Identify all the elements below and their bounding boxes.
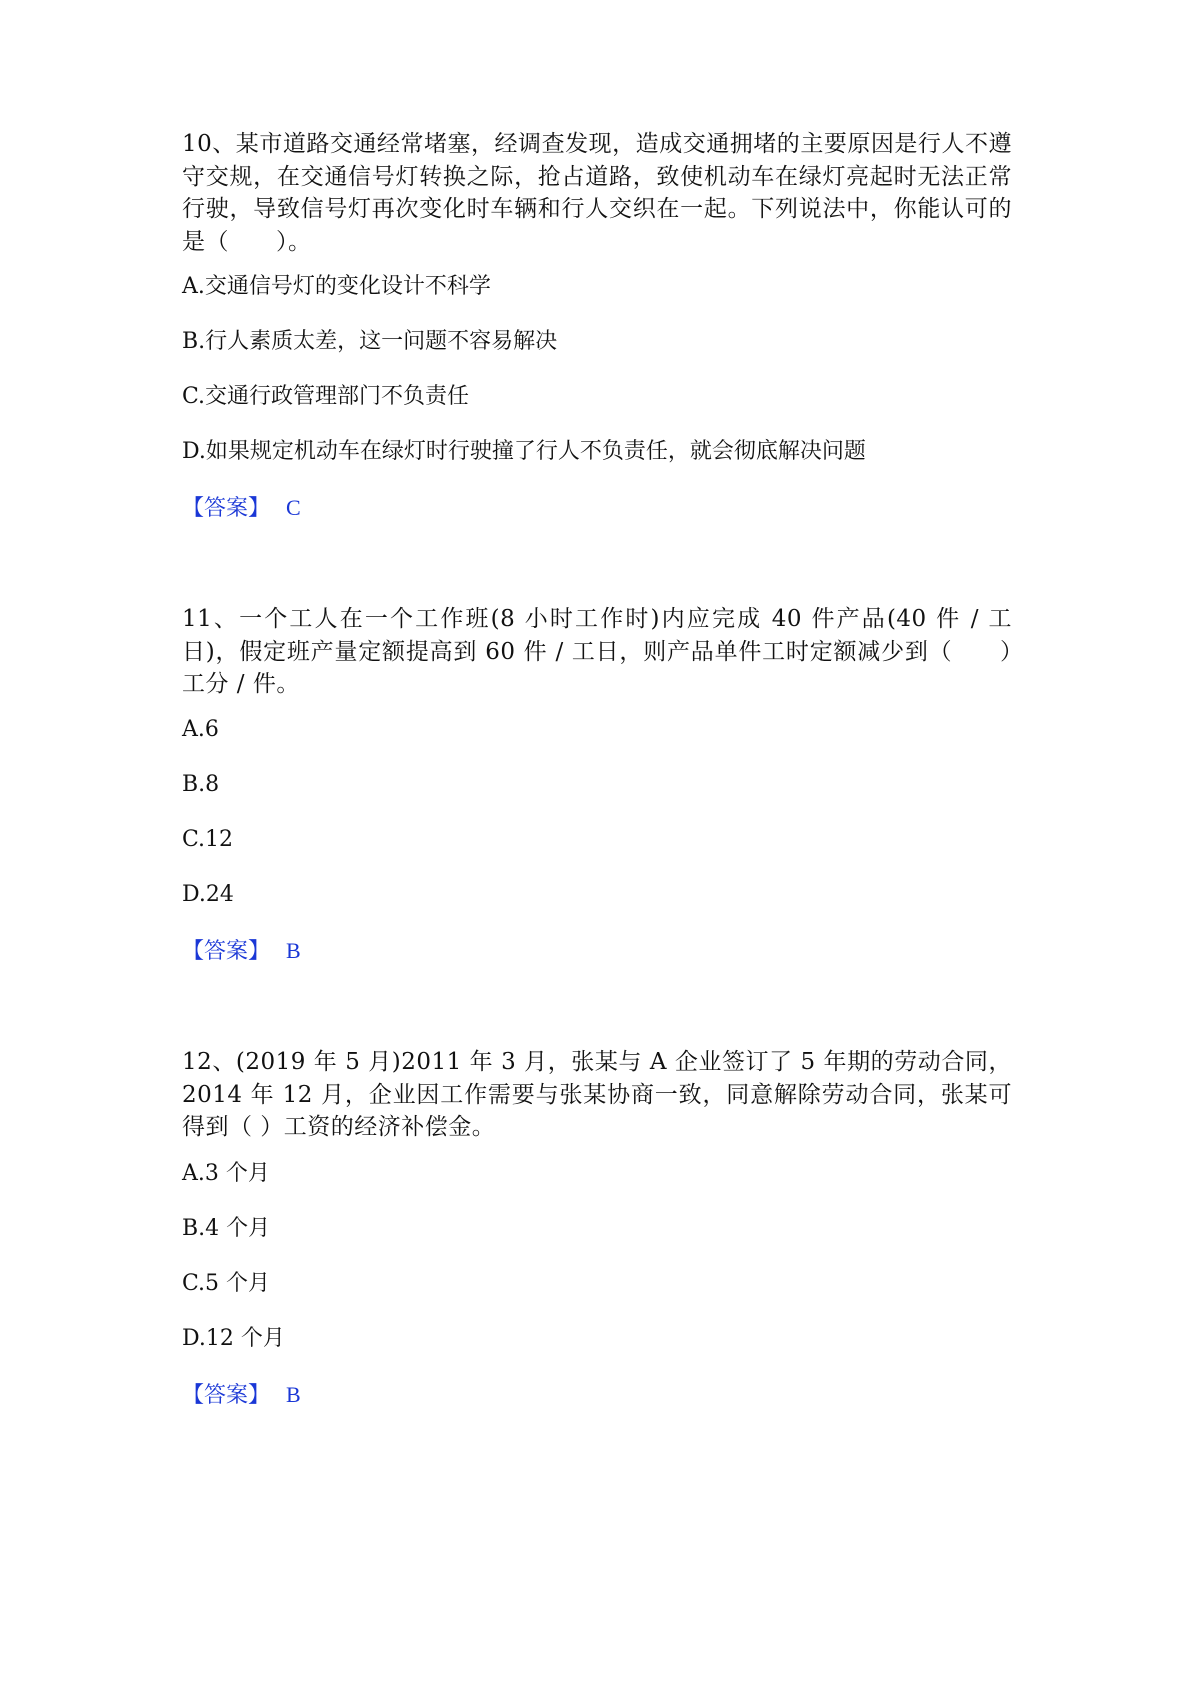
question-stem: 12、(2019 年 5 月)2011 年 3 月，张某与 A 企业签订了 5 年期的劳动合同，2014 年 12 月，企业因工作需要与张某协商一致，同意解除劳动合同，张某可得到（ ）工资的经济补偿金。 (182, 1049, 1012, 1140)
option-b: B.4 个月 (182, 1216, 271, 1241)
question-12 (182, 1046, 1012, 1408)
answer-line (182, 1380, 301, 1411)
answer-value: B (286, 1382, 301, 1407)
option-b: B.行人素质太差，这一问题不容易解决 (182, 329, 558, 354)
answer-label: 【答案】 (182, 496, 271, 521)
question-stem: 11、一个工人在一个工作班(8 小时工作时)内应完成 40 件产品(40 件 / 工日)，假定班产量定额提高到 60 件 / 工日，则产品单件工时定额减少到（ ）工分 / 件。 (182, 606, 1012, 697)
answer-value: B (286, 938, 301, 963)
question-stem: 10、某市道路交通经常堵塞，经调查发现，造成交通拥堵的主要原因是行人不遵守交规，在交通信号灯转换之际，抢占道路，致使机动车在绿灯亮起时无法正常行驶，导致信号灯再次变化时车辆和行人交织在一起。下列说法中，你能认可的是（ ）。 (182, 131, 1012, 255)
option-a: A.6 (182, 717, 219, 742)
answer-line (182, 936, 301, 967)
option-d: D.24 (182, 882, 234, 907)
option-a: A.3 个月 (182, 1161, 270, 1186)
option-c: C.5 个月 (182, 1271, 271, 1296)
option-a: A.交通信号灯的变化设计不科学 (182, 274, 491, 299)
option-c: C.交通行政管理部门不负责任 (182, 384, 470, 409)
question-10 (182, 128, 1012, 521)
answer-label: 【答案】 (182, 1383, 271, 1408)
option-c: C.12 (182, 827, 234, 852)
question-11 (182, 603, 1012, 964)
answer-value: C (286, 495, 301, 520)
answer-label: 【答案】 (182, 939, 271, 964)
answer-line (182, 493, 301, 524)
option-d: D.如果规定机动车在绿灯时行驶撞了行人不负责任，就会彻底解决问题 (182, 439, 866, 464)
option-d: D.12 个月 (182, 1326, 285, 1351)
option-b: B.8 (182, 772, 220, 797)
